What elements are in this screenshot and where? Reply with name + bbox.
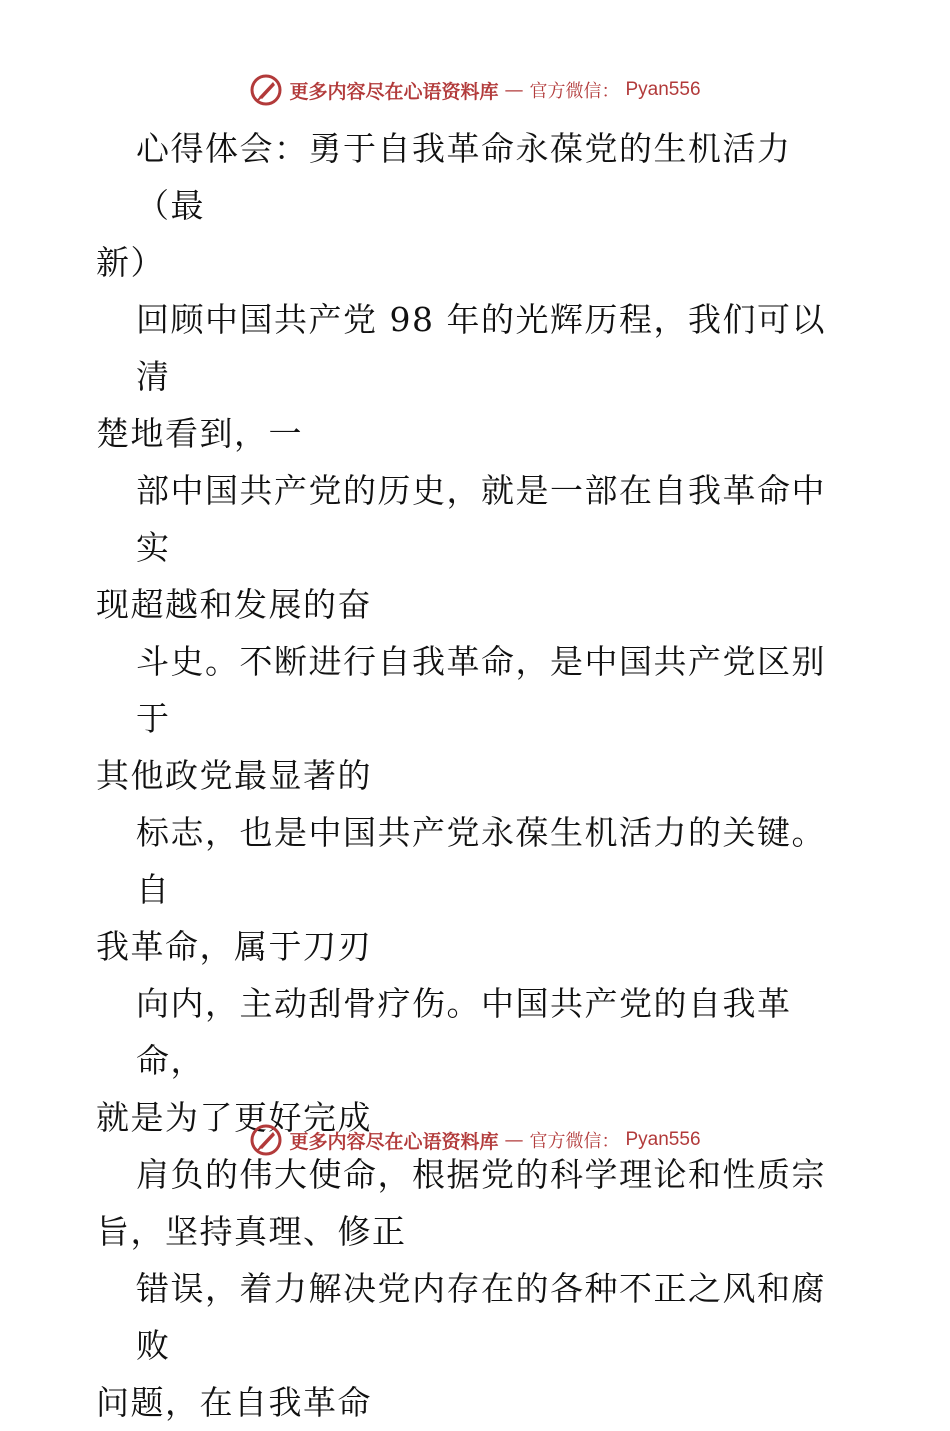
header-dash: — [504,79,524,101]
header-wechat-id: Pyan556 [625,79,701,100]
paragraph-line: 问题，在自我革命 [96,1383,372,1422]
header-slogan: 更多内容尽在心语资料库 [289,80,499,103]
paragraph-line: 斗史。不断进行自我革命，是中国共产党区别于 [136,642,826,738]
paragraph-line: 心得体会：勇于自我革命永葆党的生机活力（最 [136,129,792,225]
header-banner [0,72,950,108]
document-title [96,120,856,291]
footer-slogan: 更多内容尽在心语资料库 [289,1130,499,1153]
paragraph-line: 楚地看到，一 [96,414,303,453]
paragraph-line: 其他政党最显著的 [96,756,372,795]
paragraph-line: 旨，坚持真理、修正 [96,1212,407,1251]
quill-logo-icon [249,73,283,107]
paragraph-line: 我革命，属于刀刃 [96,927,372,966]
paragraph [96,975,856,1146]
paragraph [96,1146,856,1260]
paragraph [96,1260,856,1431]
header-wechat-label: 官方微信： [529,81,620,102]
paragraph-line: 部中国共产党的历史，就是一部在自我革命中实 [136,471,826,567]
paragraph [96,804,856,975]
document-body [96,120,856,1431]
paragraph-line: 肩负的伟大使命，根据党的科学理论和性质宗 [136,1155,826,1194]
footer-dash: — [504,1129,524,1151]
paragraph-line: 新） [96,243,165,282]
quill-logo-icon [249,1123,283,1157]
paragraph [96,291,856,462]
paragraph-line: 回顾中国共产党 98 年的光辉历程，我们可以清 [136,300,826,396]
paragraph-line: 标志，也是中国共产党永葆生机活力的关键。自 [136,813,826,909]
paragraph-line: 错误，着力解决党内存在的各种不正之风和腐败 [136,1269,826,1365]
paragraph-line: 就是为了更好完成 [96,1098,372,1137]
footer-wechat-id: Pyan556 [625,1129,701,1150]
paragraph-line: 向内，主动刮骨疗伤。中国共产党的自我革命， [136,984,792,1080]
paragraph [96,633,856,804]
paragraph-line: 现超越和发展的奋 [96,585,372,624]
paragraph [96,462,856,633]
footer-banner [0,1122,950,1158]
footer-wechat-label: 官方微信： [529,1131,620,1152]
